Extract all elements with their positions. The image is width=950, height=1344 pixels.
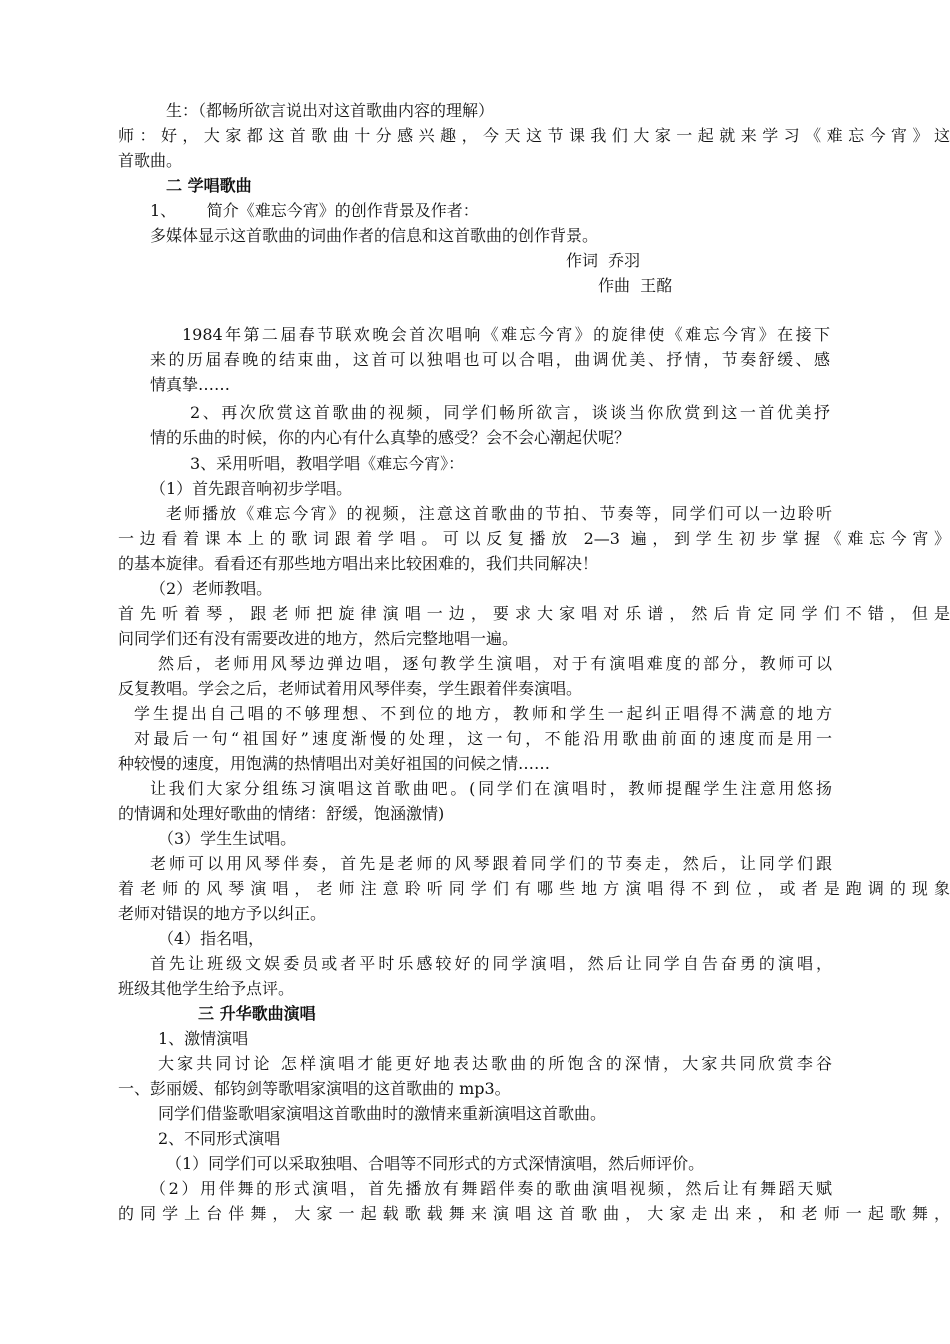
text-line: 同学们借鉴歌唱家演唱这首歌曲时的激情来重新演唱这首歌曲。 (158, 1104, 607, 1123)
text-line: 一边看着课本上的歌词跟着学唱。可以反复播放 2—3 遍，到学生初步掌握《难忘今宵》 (118, 529, 950, 548)
text-line: 老师可以用风琴伴奏，首先是老师的风琴跟着同学们的节奏走，然后，让同学们跟 (150, 854, 832, 873)
text-line: 师：好，大家都这首歌曲十分感兴趣，今天这节课我们大家一起就来学习《难忘今宵》这 (118, 126, 950, 145)
text-line: 来的历届春晚的结束曲，这首可以独唱也可以合唱，曲调优美、抒情，节奏舒缓、感 (150, 350, 830, 369)
text-line: 2、不同形式演唱 (158, 1129, 281, 1148)
text-line: （3）学生生试唱。 (158, 829, 297, 848)
text-line: 让我们大家分组练习演唱这首歌曲吧。(同学们在演唱时，教师提醒学生注意用悠扬 (150, 779, 832, 798)
text-line: （4）指名唱， (158, 929, 265, 948)
text-line: 对最后一句“祖国好”速度渐慢的处理，这一句，不能沿用歌曲前面的速度而是用一 (134, 729, 832, 748)
text-line: 班级其他学生给予点评。 (118, 979, 295, 998)
text-line: 老师播放《难忘今宵》的视频，注意这首歌曲的节拍、节奏等，同学们可以一边聆听 (166, 504, 832, 523)
text-line: 首先听着琴，跟老师把旋律演唱一边，要求大家唱对乐谱，然后肯定同学们不错，但是 (118, 604, 950, 623)
text-line: 着老师的风琴演唱，老师注意聆听同学们有哪些地方演唱得不到位，或者是跑调的现象 (118, 879, 950, 898)
lyricist-credit: 作词 乔羽 (566, 251, 641, 270)
text-line: 老师对错误的地方予以纠正。 (118, 904, 327, 923)
text-line: （1）同学们可以采取独唱、合唱等不同形式的方式深情演唱，然后师评价。 (166, 1154, 705, 1173)
composer-credit: 作曲 王酩 (598, 276, 673, 295)
text-line: 首先让班级文娱委员或者平时乐感较好的同学演唱，然后让同学自告奋勇的演唱， (150, 954, 832, 973)
text-line: 生：（都畅所欲言说出对这首歌曲内容的理解） (166, 101, 495, 120)
text-line: （1）首先跟音响初步学唱。 (150, 479, 353, 498)
text-line: 的基本旋律。看看还有那些地方唱出来比较困难的，我们共同解决！ (118, 554, 599, 573)
section-heading: 三 升华歌曲演唱 (198, 1004, 316, 1023)
text-line: 的情调和处理好歌曲的情绪：舒缓，饱涵激情) (118, 804, 445, 823)
section-heading: 二 学唱歌曲 (166, 176, 252, 195)
text-line: 问同学们还有没有需要改进的地方，然后完整地唱一遍。 (118, 629, 519, 648)
text-line: 1、 简介《难忘今宵》的创作背景及作者： (150, 201, 479, 220)
text-line: 情真挚…… (150, 375, 231, 394)
text-line: 2、再次欣赏这首歌曲的视频，同学们畅所欲言，谈谈当你欣赏到这一首优美抒 (190, 403, 830, 422)
text-line: 1984年第二届春节联欢晚会首次唱响《难忘今宵》的旋律使《难忘今宵》在接下 (182, 325, 830, 344)
text-line: 一、彭丽媛、郁钧剑等歌唱家演唱的这首歌曲的 mp3。 (118, 1079, 511, 1098)
text-line: （2）用伴舞的形式演唱，首先播放有舞蹈伴奏的歌曲演唱视频，然后让有舞蹈天赋 (150, 1179, 832, 1198)
text-line: 种较慢的速度，用饱满的热情唱出对美好祖国的问候之情…… (118, 754, 551, 773)
text-line: 3、采用听唱，教唱学唱《难忘今宵》： (190, 454, 465, 473)
text-line: 的同学上台伴舞，大家一起载歌载舞来演唱这首歌曲，大家走出来，和老师一起歌舞， (118, 1204, 950, 1223)
text-line: 学生提出自己唱的不够理想、不到位的地方，教师和学生一起纠正唱得不满意的地方 (134, 704, 832, 723)
text-line: 情的乐曲的时候，你的内心有什么真挚的感受？会不会心潮起伏呢？ (150, 428, 631, 447)
text-line: 首歌曲。 (118, 151, 183, 170)
text-line: 1、激情演唱 (158, 1029, 249, 1048)
text-line: 然后，老师用风琴边弹边唱，逐句教学生演唱，对于有演唱难度的部分，教师可以 (158, 654, 832, 673)
text-line: 多媒体显示这首歌曲的词曲作者的信息和这首歌曲的创作背景。 (150, 226, 599, 245)
text-line: （2）老师教唱。 (150, 579, 273, 598)
text-line: 大家共同讨论 怎样演唱才能更好地表达歌曲的所饱含的深情，大家共同欣赏李谷 (158, 1054, 832, 1073)
text-line: 反复教唱。学会之后，老师试着用风琴伴奏，学生跟着伴奏演唱。 (118, 679, 583, 698)
